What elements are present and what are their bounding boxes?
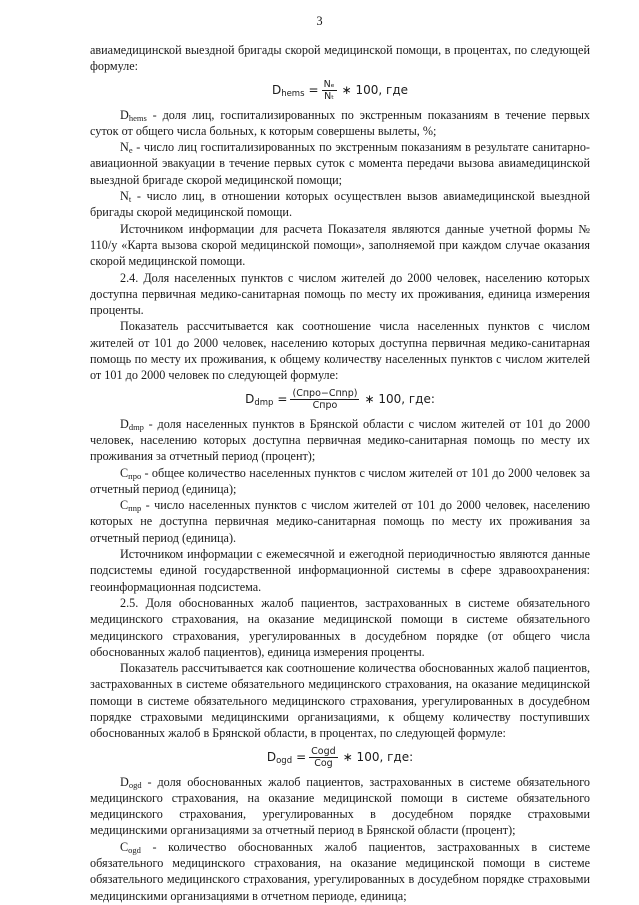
definition-cpnp: $C_{пnp}$ - число населенных пунктов с числом жителей от 101 до 2000 человек, населению которых не доступна первичная медико-санитарная помощь по месту их проживания за отчетный период (единица). [90,498,590,545]
formula-fraction: $\frac{\text{Nₑ}}{\text{Nₜ}}$ [323,79,335,103]
formula-ogd: $D_{ogd}$ = $\frac{\text{Cogd}}{\text{Cog}}$ ∗ 100, где: [266,746,414,770]
section-2-5-calc: Показатель рассчитывается как соотношение количества обоснованных жалоб пациентов, застрахованных в системе обязательного медицинского страхования, на оказание медицинской помощи в системе обязательного медицинского страхования, урегулированных в досудебном порядке страховыми медицинскими организациями, к общему количеству поступивших обоснованных жалоб в Брянской области, в процентах, по следующей формуле: [90,661,590,741]
definition-cogd: $C_{ogd}$ - количество обоснованных жалоб пациентов, застрахованных в системе обязательного медицинского страхования, на оказание медицинской помощи в системе обязательного медицинского страхования, урегулированных в досудебном порядке страховыми медицинскими организациями в отчетном периоде, единица; [90,839,590,903]
definition-ddmp: $D_{dmp}$ - доля населенных пунктов в Брянской области с числом жителей от 101 до 2000 человек, населению которых доступна первичная медико-санитарная помощь по месту их проживания за отчетный период (процент); [90,416,590,464]
intro-paragraph: авиамедицинской выездной бригады скорой медицинской помощи, в процентах, по следующей формуле: [90,43,590,74]
page-content [90,42,590,904]
section-2-4-source: Источником информации с ежемесячной и ежегодной периодичностью являются данные подсистемы единой государственной информационной системы в сфере здравоохранения: геоинформационная подсистема. [90,547,590,594]
definition-nt: $N_t$ - число лиц, в отношении которых осуществлен вызов авиамедицинской выездной бригады скорой медицинской помощи. [90,189,590,220]
formula-fraction: $\frac{\text{(Cпро−Cпnp)}}{\text{Cпро}}$ [292,388,358,412]
definition-dogd: $D_{ogd}$ - доля обоснованных жалоб пациентов, застрахованных в системе обязательного медицинского страхования, на оказание медицинской помощи в системе обязательного медицинского страхования, урегулированных в досудебном порядке страховыми медицинскими организациями за отчетный период в Брянской области (процент); [90,774,590,838]
section-2-4-heading: 2.4. Доля населенных пунктов с числом жителей до 2000 человек, населению которых доступна первичная медико-санитарная помощь по месту их проживания, единица измерения проценты. [90,270,590,318]
definition-ne: $N_e$ - число лиц госпитализированных по экстренным показаниям в результате санитарно-авиационной эвакуации в течение первых суток с момента передачи вызова авиамедицинской выездной бригаде скорой медицинской помощи; [90,140,590,187]
formula-hems: $D_{hems}$ = $\frac{\text{Nₑ}}{\text{Nₜ}}$ ∗ 100, где [271,79,409,103]
source-paragraph: Источником информации для расчета Показателя являются данные учетной формы № 110/у «Карта вызова скорой медицинской помощи», заполняемой при каждом случае оказания скорой медицинской помощи. [90,221,590,269]
formula-dmp: $D_{dmp}$ = $\frac{\text{(Cпро−Cпnp)}}{\text{Cпро}}$ ∗ 100, где: [245,388,435,412]
page-number: 3 [316,14,323,28]
formula-fraction: $\frac{\text{Cogd}}{\text{Cog}}$ [311,746,336,770]
section-2-5-heading: 2.5. Доля обоснованных жалоб пациентов, застрахованных в системе обязательного медицинского страхования, на оказание медицинской помощи в системе обязательного медицинского страхования, урегулированных в досудебном порядке (от общего числа обоснованных жалоб пациентов), единица измерения проценты. [90,595,590,659]
definition-dhems: $D_{hems}$ - доля лиц, госпитализированных по экстренным показаниям в течение первых суток от общего числа больных, к которым совершены вылеты, %; [90,107,590,138]
section-2-4-calc: Показатель рассчитывается как соотношение числа населенных пунктов с числом жителей от 101 до 2000 человек, населению которых доступна первичная медико-санитарная помощь по месту их проживания, к общему количеству населенных пунктов с числом жителей от 101 до 2000 человек по следующей формуле: [90,319,590,383]
definition-cpro: $C_{про}$ - общее количество населенных пунктов с числом жителей от 101 до 2000 человек за отчетный период (единица); [90,465,590,496]
